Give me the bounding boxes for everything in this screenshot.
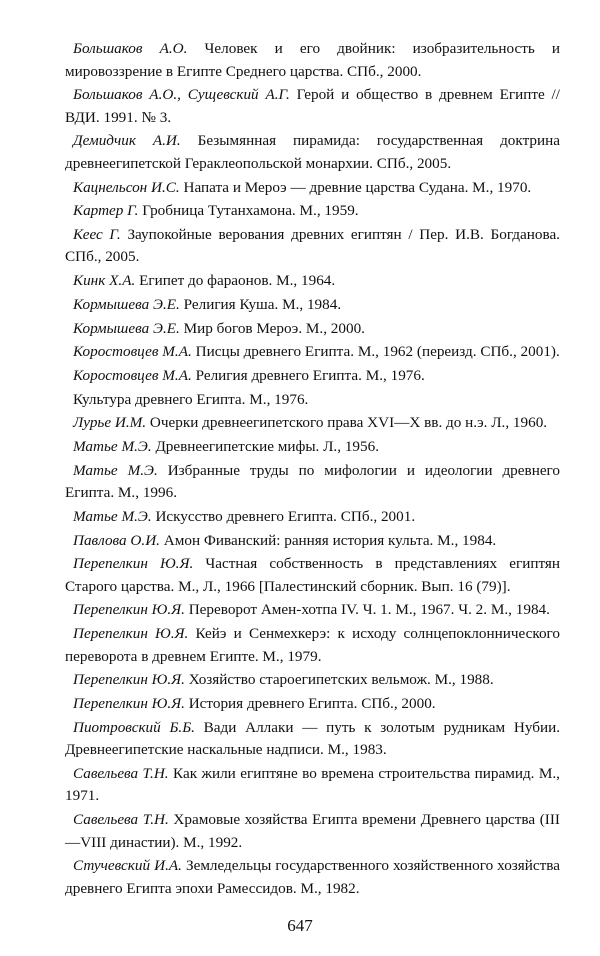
bibliography-entry xyxy=(65,436,560,459)
entry-author: Павлова О.И. xyxy=(73,531,160,549)
bibliography-entry xyxy=(65,412,560,435)
bibliography-page xyxy=(65,38,560,901)
entry-author: Перепелкин Ю.Я. xyxy=(73,694,185,712)
bibliography-entry xyxy=(65,365,560,388)
entry-text: История древнего Египта. СПб., 2000. xyxy=(184,694,436,712)
entry-text: Очерки древнеегипетского права XVI—X вв. до н.э. Л., 1960. xyxy=(146,414,548,432)
bibliography-entry xyxy=(65,530,560,553)
entry-text: Культура древнего Египта. М., 1976. xyxy=(73,390,309,408)
bibliography-entry xyxy=(65,599,560,622)
entry-text: Гробница Тутанхамона. М., 1959. xyxy=(138,202,359,220)
bibliography-entry xyxy=(65,84,560,129)
entry-text: Безымянная пирамида: государственная доктрина древнеегипетской Гераклеопольской монархии. СПб., 2005. xyxy=(65,132,560,172)
entry-author: Коростовцев М.А. xyxy=(73,366,192,384)
entry-text: Заупокойные верования древних египтян / Пер. И.В. Богданова. СПб., 2005. xyxy=(65,225,560,266)
entry-text: Религия Куша. М., 1984. xyxy=(179,295,342,313)
entry-text: Искусство древнего Египта. СПб., 2001. xyxy=(151,507,416,525)
bibliography-entry xyxy=(65,38,560,83)
entry-text: Религия древнего Египта. М., 1976. xyxy=(191,366,425,384)
entry-author: Перепелкин Ю.Я. xyxy=(73,671,185,689)
entry-author: Большаков А.О., Сущевский А.Г. xyxy=(73,86,290,104)
entry-author: Кинк Х.А. xyxy=(73,272,136,290)
bibliography-entry xyxy=(65,130,560,175)
entry-author: Кормышева Э.Е. xyxy=(73,319,180,337)
bibliography-entry xyxy=(65,389,560,412)
bibliography-entry xyxy=(65,669,560,692)
entry-author: Картер Г. xyxy=(73,202,139,220)
entry-author: Савельева Т.Н. xyxy=(73,764,169,782)
entry-author: Кацнельсон И.С. xyxy=(73,178,180,196)
bibliography-entry xyxy=(65,506,560,529)
entry-author: Стучевский И.А. xyxy=(73,857,182,875)
entry-text: Человек и его двойник: изобразительность и мировоззрение в Египте Среднего царства. СПб., 2000. xyxy=(65,40,560,80)
bibliography-list xyxy=(65,38,560,900)
entry-text: Мир богов Мероэ. М., 2000. xyxy=(179,319,365,337)
bibliography-entry xyxy=(65,693,560,716)
entry-text: Кейэ и Сенмехкерэ: к исходу солнцепоклоннического переворота в древнем Египте. М., 1979. xyxy=(65,625,560,665)
bibliography-entry xyxy=(65,809,560,854)
entry-text: Переворот Амен-хотпа IV. Ч. 1. М., 1967. Ч. 2. М., 1984. xyxy=(184,601,550,619)
entry-text: Амон Фиванский: ранняя история культа. М., 1984. xyxy=(159,531,497,549)
entry-text: Избранные труды по мифологии и идеологии древнего Египта. М., 1996. xyxy=(65,461,561,502)
entry-text: Как жили египтяне во времена строительства пирамид. М., 1971. xyxy=(65,764,560,805)
bibliography-entry xyxy=(65,341,560,364)
entry-text: Вади Аллаки — путь к золотым рудникам Нубии. Древнеегипетские наскальные надписи. М., 1983. xyxy=(65,718,560,759)
bibliography-entry xyxy=(65,177,560,200)
page-number: 647 xyxy=(287,916,313,935)
entry-text: Герой и общество в древнем Египте // ВДИ. 1991. № 3. xyxy=(65,86,560,126)
entry-author: Лурье И.М. xyxy=(73,414,147,432)
bibliography-entry xyxy=(65,717,560,762)
bibliography-entry xyxy=(65,200,560,223)
bibliography-entry xyxy=(65,460,560,505)
bibliography-entry xyxy=(65,763,560,808)
bibliography-entry xyxy=(65,294,560,317)
bibliography-entry xyxy=(65,553,560,598)
entry-author: Коростовцев М.А. xyxy=(73,343,192,361)
entry-author: Кеес Г. xyxy=(73,225,121,243)
entry-author: Демидчик А.И. xyxy=(73,132,181,150)
entry-text: Египет до фараонов. М., 1964. xyxy=(135,272,336,290)
entry-author: Большаков А.О. xyxy=(73,40,188,57)
entry-author: Савельева Т.Н. xyxy=(73,811,169,828)
entry-author: Перепелкин Ю.Я. xyxy=(73,555,194,573)
entry-text: Земледельцы государственного хозяйственного хозяйства древнего Египта эпохи Рамессидов. М., 1982. xyxy=(65,857,560,897)
entry-text: Древнеегипетские мифы. Л., 1956. xyxy=(151,437,379,455)
entry-author: Перепелкин Ю.Я. xyxy=(73,601,185,619)
entry-author: Пиотровский Б.Б. xyxy=(73,718,195,736)
entry-author: Кормышева Э.Е. xyxy=(73,295,180,313)
bibliography-entry xyxy=(65,855,560,900)
entry-author: Матье М.Э. xyxy=(73,461,158,479)
bibliography-entry xyxy=(65,224,560,269)
entry-author: Матье М.Э. xyxy=(73,437,152,455)
entry-text: Частная собственность в представлениях египтян Старого царства. М., Л., 1966 [Палестинский сборник. Вып. 16 (79)]. xyxy=(65,555,560,595)
entry-text: Храмовые хозяйства Египта времени Древнего царства (III—VIII династии). М., 1992. xyxy=(65,811,560,851)
entry-text: Хозяйство староегипетских вельмож. М., 1988. xyxy=(184,671,494,689)
entry-text: Писцы древнего Египта. М., 1962 (переизд. СПб., 2001). xyxy=(191,343,560,361)
bibliography-entry xyxy=(65,270,560,293)
entry-author: Перепелкин Ю.Я. xyxy=(73,625,189,643)
bibliography-entry xyxy=(65,623,560,668)
bibliography-entry xyxy=(65,318,560,341)
entry-author: Матье М.Э. xyxy=(73,507,152,525)
entry-text: Напата и Мероэ — древние царства Судана. М., 1970. xyxy=(179,178,532,196)
